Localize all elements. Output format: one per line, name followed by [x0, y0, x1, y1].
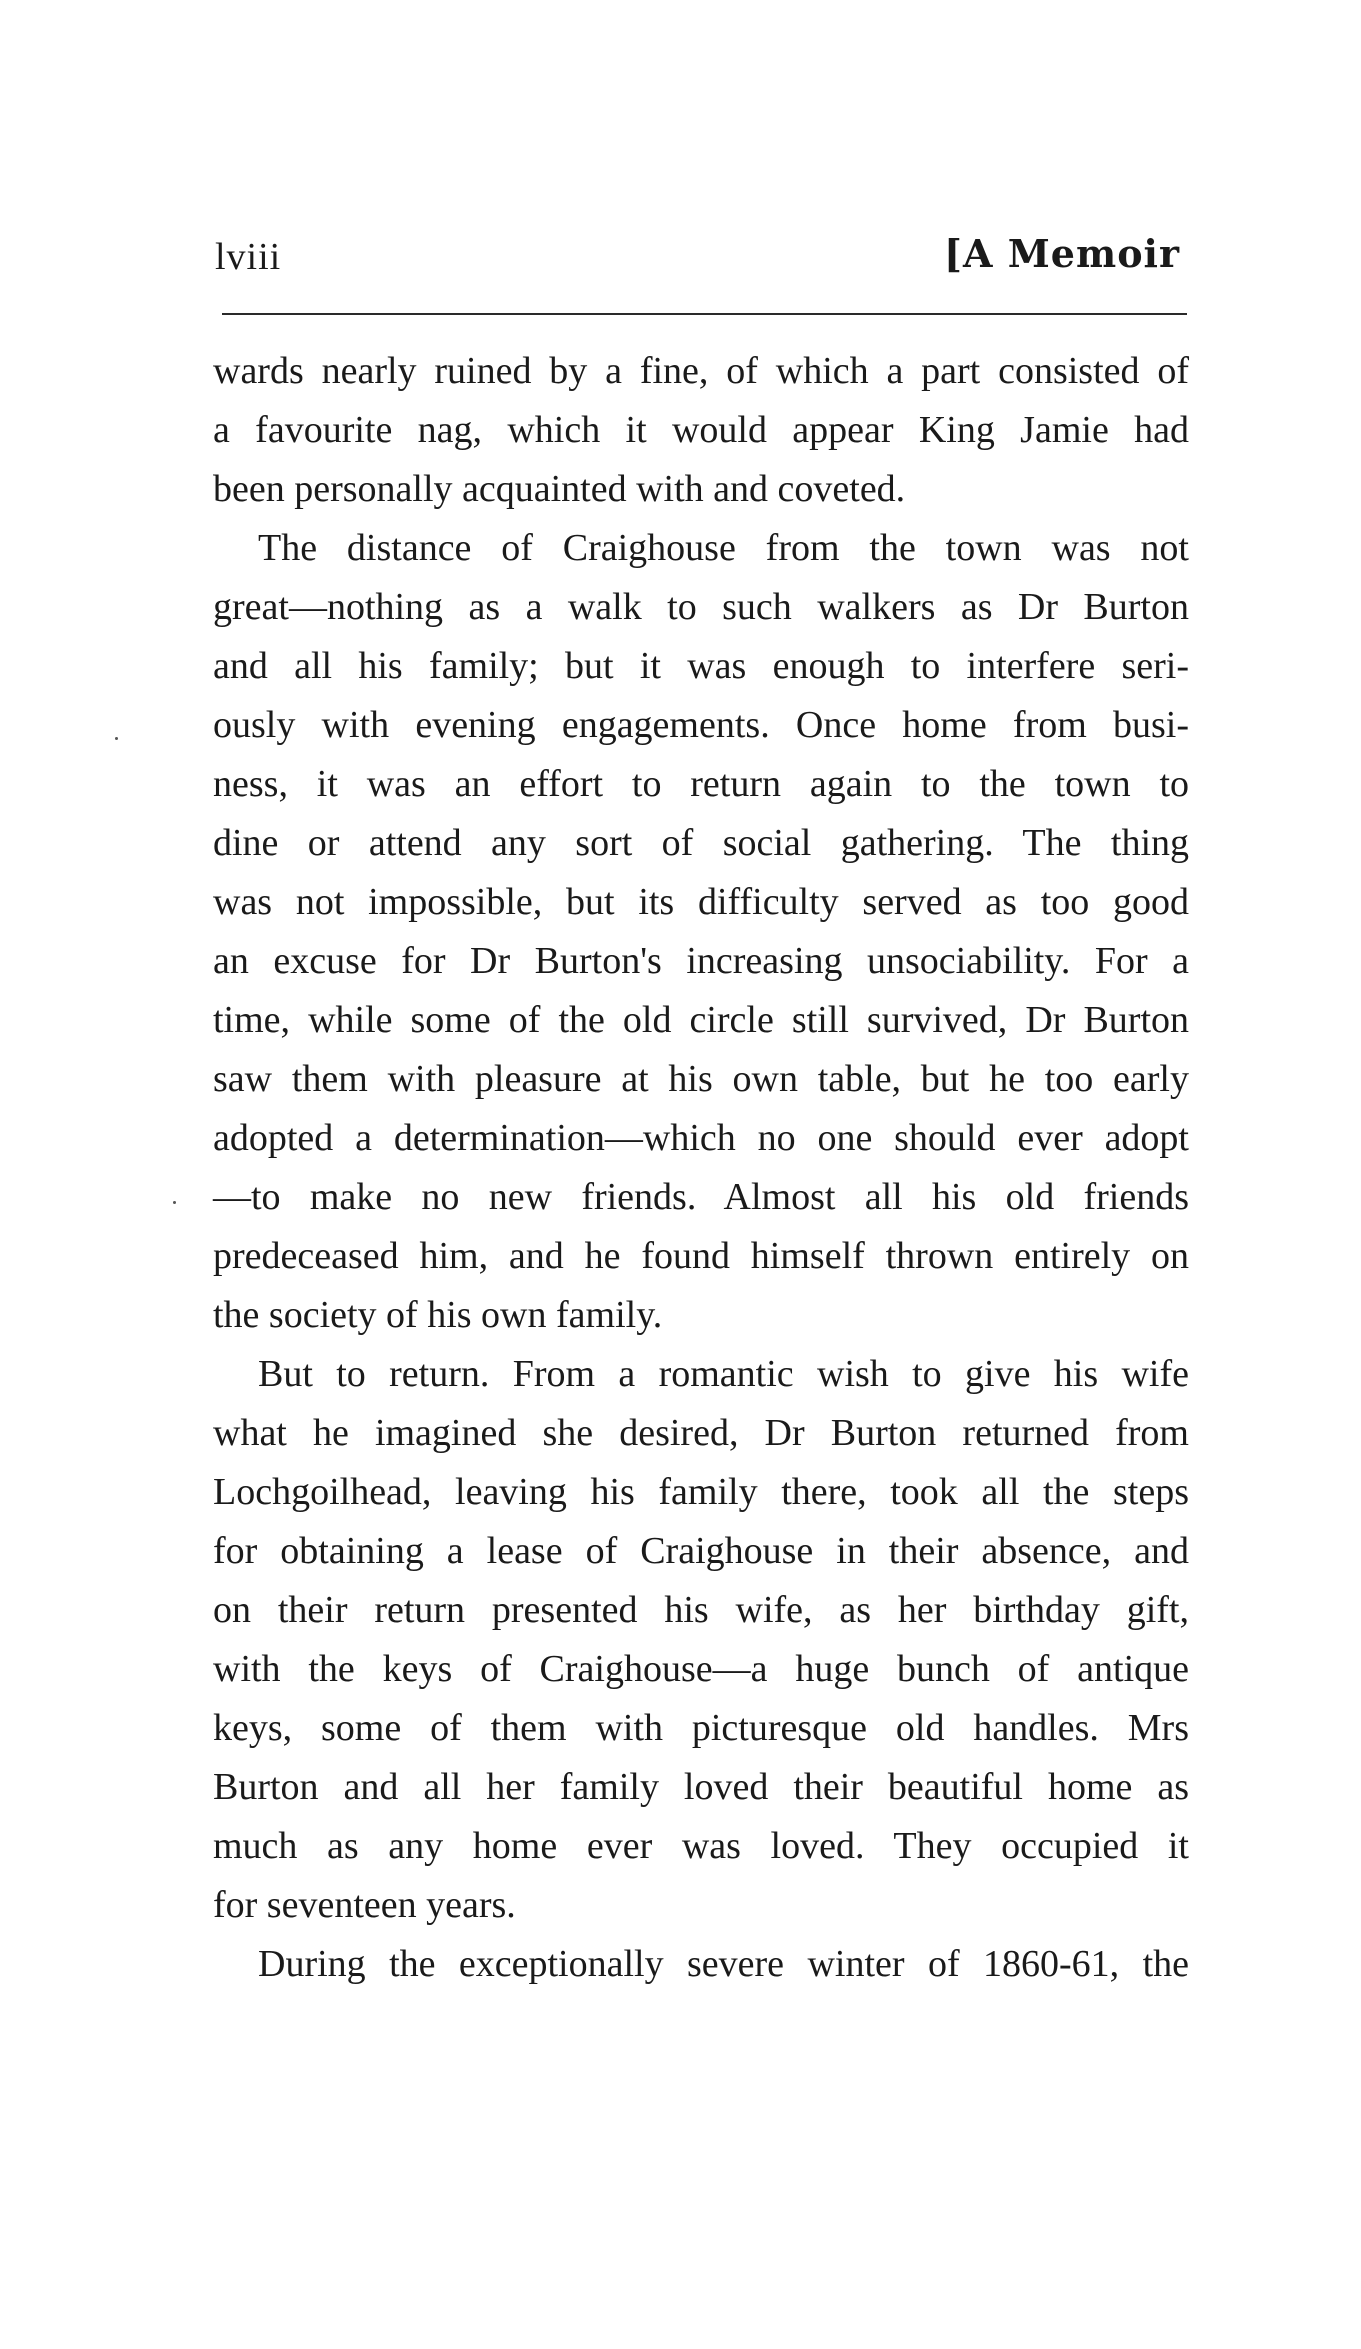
body-text [213, 342, 1189, 1994]
text-line: time, while some of the old circle still survived, Dr Burton [213, 999, 1189, 1041]
text-line: with the keys of Craighouse—a huge bunch of antique [213, 1648, 1189, 1690]
text-line: great—nothing as a walk to such walkers as Dr Burton [213, 586, 1189, 628]
text-line: for seventeen years. [213, 1884, 516, 1926]
text-line: a favourite nag, which it would appear King Jamie had [213, 409, 1189, 451]
text-line: ously with evening engagements. Once home from busi- [213, 704, 1189, 746]
text-line: ness, it was an effort to return again to the town to [213, 763, 1189, 805]
text-line: Lochgoilhead, leaving his family there, took all the steps [213, 1471, 1189, 1513]
text-line: predeceased him, and he found himself thrown entirely on [213, 1235, 1189, 1277]
running-title: [A Memoir [944, 231, 1180, 276]
text-line: dine or attend any sort of social gathering. The thing [213, 822, 1189, 864]
text-line: The distance of Craighouse from the town was not [258, 527, 1189, 569]
text-line: saw them with pleasure at his own table, but he too early [213, 1058, 1189, 1100]
text-line: much as any home ever was loved. They occupied it [213, 1825, 1189, 1867]
margin-speck [173, 1201, 176, 1204]
text-line: for obtaining a lease of Craighouse in their absence, and [213, 1530, 1189, 1572]
text-line: an excuse for Dr Burton's increasing unsociability. For a [213, 940, 1189, 982]
margin-speck [115, 737, 118, 740]
text-line: During the exceptionally severe winter of 1860-61, the [258, 1943, 1189, 1985]
paragraph-3 [213, 1345, 1189, 1935]
paragraph-4 [213, 1935, 1189, 1994]
text-line: adopted a determination—which no one should ever adopt [213, 1117, 1189, 1159]
running-head [215, 225, 1180, 295]
text-line: what he imagined she desired, Dr Burton returned from [213, 1412, 1189, 1454]
text-line: keys, some of them with picturesque old handles. Mrs [213, 1707, 1189, 1749]
header-rule [222, 313, 1187, 315]
text-line: and all his family; but it was enough to interfere seri- [213, 645, 1189, 687]
text-line: on their return presented his wife, as her birthday gift, [213, 1589, 1189, 1631]
page-number: lviii [215, 236, 282, 278]
text-line: But to return. From a romantic wish to give his wife [258, 1353, 1189, 1395]
text-line: been personally acquainted with and coveted. [213, 468, 906, 510]
text-line: was not impossible, but its difficulty served as too good [213, 881, 1189, 923]
paragraph-1 [213, 342, 1189, 519]
paragraph-2 [213, 519, 1189, 1345]
text-line: the society of his own family. [213, 1294, 663, 1336]
text-line: wards nearly ruined by a fine, of which a part consisted of [213, 350, 1189, 392]
text-line: —to make no new friends. Almost all his old friends [213, 1176, 1189, 1218]
text-line: Burton and all her family loved their beautiful home as [213, 1766, 1189, 1808]
